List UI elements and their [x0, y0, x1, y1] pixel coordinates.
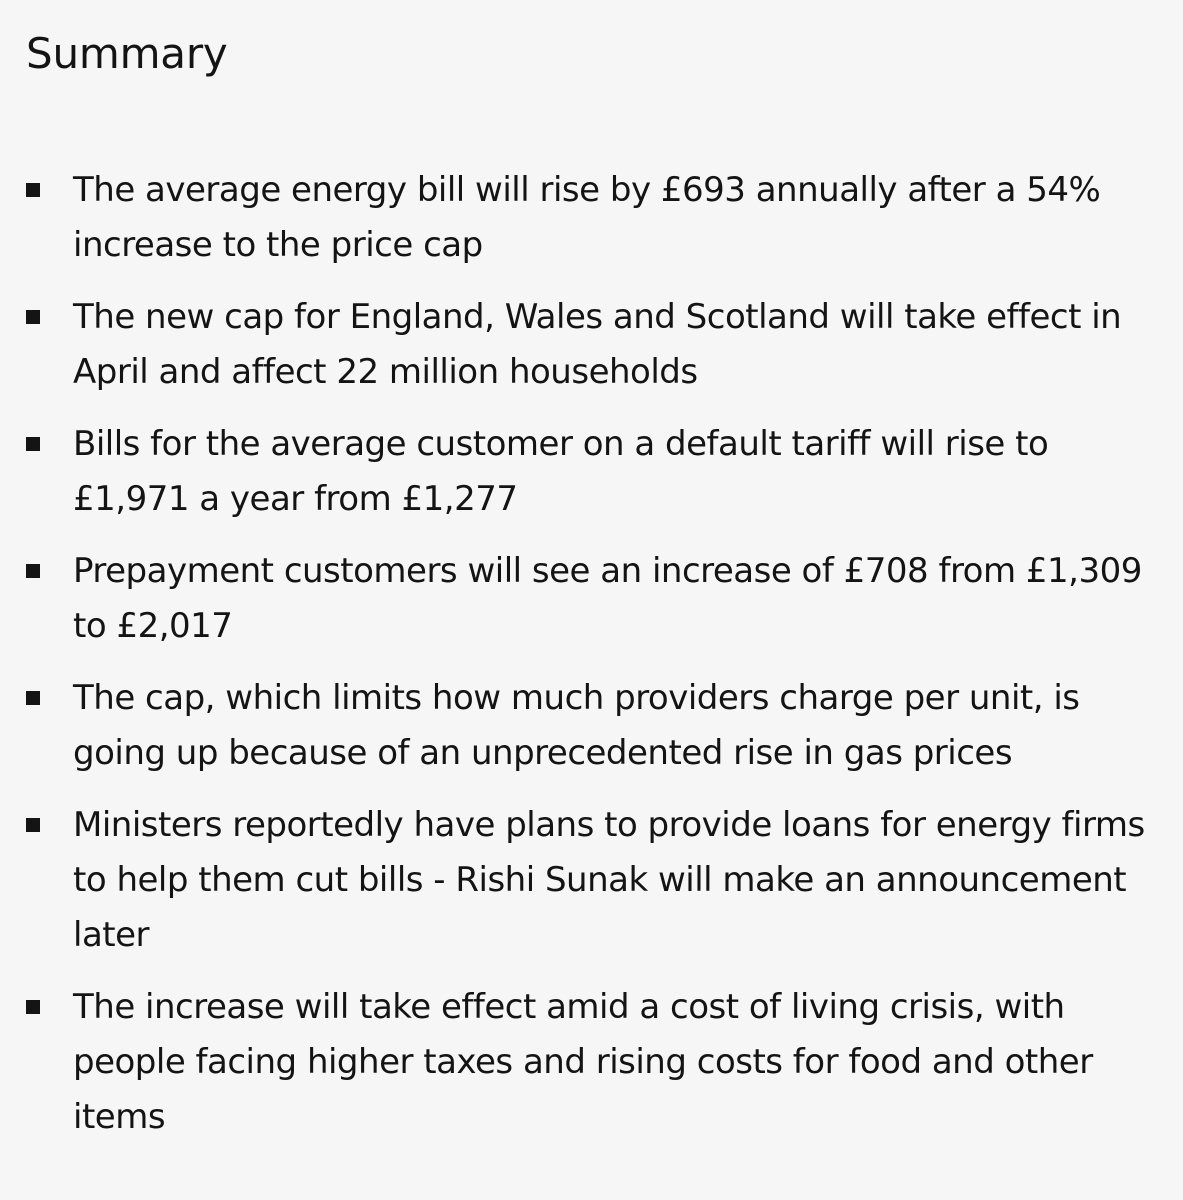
summary-list-item — [26, 544, 1159, 654]
square-bullet-icon — [26, 564, 40, 578]
summary-item-text: The average energy bill will rise by £693 annually after a 54% increase to the price cap — [73, 170, 1101, 265]
summary-list-item — [26, 671, 1159, 781]
summary-list-item — [26, 163, 1159, 273]
summary-item-text: The new cap for England, Wales and Scotland will take effect in April and affect 22 million households — [73, 297, 1122, 392]
square-bullet-icon — [26, 310, 40, 324]
summary-list-item — [26, 980, 1159, 1145]
summary-item-text: Ministers reportedly have plans to provide loans for energy firms to help them cut bills - Rishi Sunak will make an announcement later — [73, 805, 1145, 955]
summary-item-text: Prepayment customers will see an increase of £708 from £1,309 to £2,017 — [73, 551, 1142, 646]
summary-list-item — [26, 798, 1159, 963]
square-bullet-icon — [26, 1000, 40, 1014]
square-bullet-icon — [26, 818, 40, 832]
summary-list-item — [26, 290, 1159, 400]
summary-list-item — [26, 417, 1159, 527]
summary-list — [26, 163, 1159, 1145]
summary-title: Summary — [26, 29, 228, 78]
square-bullet-icon — [26, 691, 40, 705]
summary-item-text: Bills for the average customer on a default tariff will rise to £1,971 a year from £1,277 — [73, 424, 1049, 519]
square-bullet-icon — [26, 183, 40, 197]
square-bullet-icon — [26, 437, 40, 451]
summary-item-text: The cap, which limits how much providers charge per unit, is going up because of an unprecedented rise in gas prices — [73, 678, 1080, 773]
summary-item-text: The increase will take effect amid a cost of living crisis, with people facing higher taxes and rising costs for food and other items — [73, 987, 1093, 1137]
